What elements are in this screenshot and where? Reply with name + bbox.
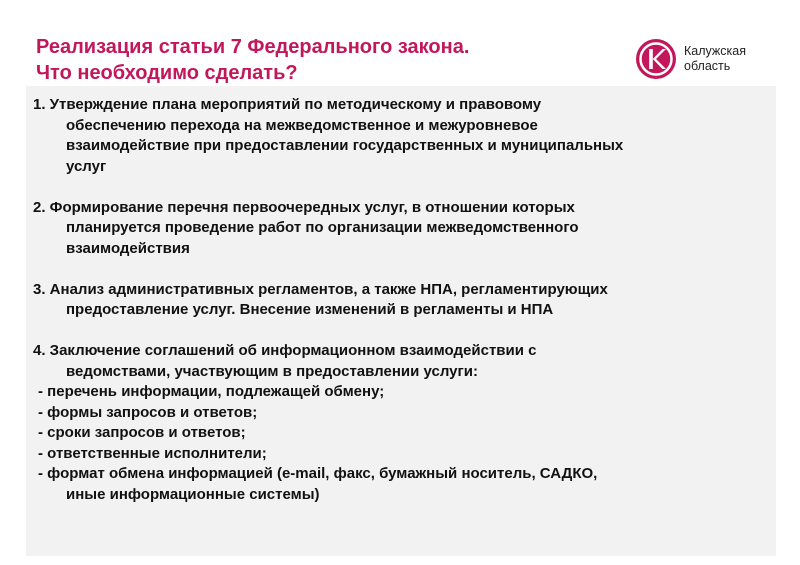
sub-item-5: - формат обмена информацией (e-mail, факс, бумажный носитель, САДКО,: [38, 465, 598, 482]
region-logo: [636, 38, 746, 80]
slide-title: [36, 34, 556, 86]
item-1-cont-1: обеспечению перехода на межведомственное и межуровневое: [66, 116, 538, 134]
item-2-lead: 2. Формирование перечня первоочередных услуг, в отношении которых: [33, 198, 575, 216]
list-item-3: [33, 280, 773, 321]
sub-item-3: - сроки запросов и ответов;: [38, 424, 246, 441]
sub-item-1: - перечень информации, подлежащей обмену;: [38, 383, 385, 400]
title-line-2: Что необходимо сделать?: [36, 62, 298, 84]
sub-item-4: - ответственные исполнители;: [38, 444, 267, 462]
item-2-cont-2: взаимодействия: [66, 239, 190, 257]
logo-text: [684, 44, 746, 74]
list-item-4: [33, 341, 773, 505]
logo-line-1: Калужская: [684, 44, 746, 58]
item-2-cont-1: планируется проведение работ по организации межведомственного: [66, 219, 579, 236]
item-4-lead: 4. Заключение соглашений об информационном взаимодействии с: [33, 342, 537, 359]
item-4-cont-1: ведомствами, участвующим в предоставлении услуги:: [66, 362, 478, 380]
item-1-cont-2: взаимодействие при предоставлении государственных и муниципальных: [66, 137, 624, 154]
item-1-lead: 1. Утверждение плана мероприятий по методическому и правовому: [33, 96, 542, 113]
list-item-2: [33, 198, 773, 260]
title-line-1: Реализация статьи 7 Федерального закона.: [36, 36, 470, 58]
item-1-cont-3: услуг: [66, 157, 107, 175]
logo-line-2: область: [684, 59, 731, 73]
kaluga-k-logo-icon: [636, 39, 676, 79]
list-item-1: [33, 95, 773, 177]
item-3-cont-1: предоставление услуг. Внесение изменений в регламенты и НПА: [66, 301, 554, 318]
item-3-lead: 3. Анализ административных регламентов, а также НПА, регламентирующих: [33, 280, 608, 298]
sub-item-5-cont: иные информационные системы): [66, 485, 320, 503]
content-list: [33, 95, 773, 505]
sub-item-2: - формы запросов и ответов;: [38, 403, 258, 421]
